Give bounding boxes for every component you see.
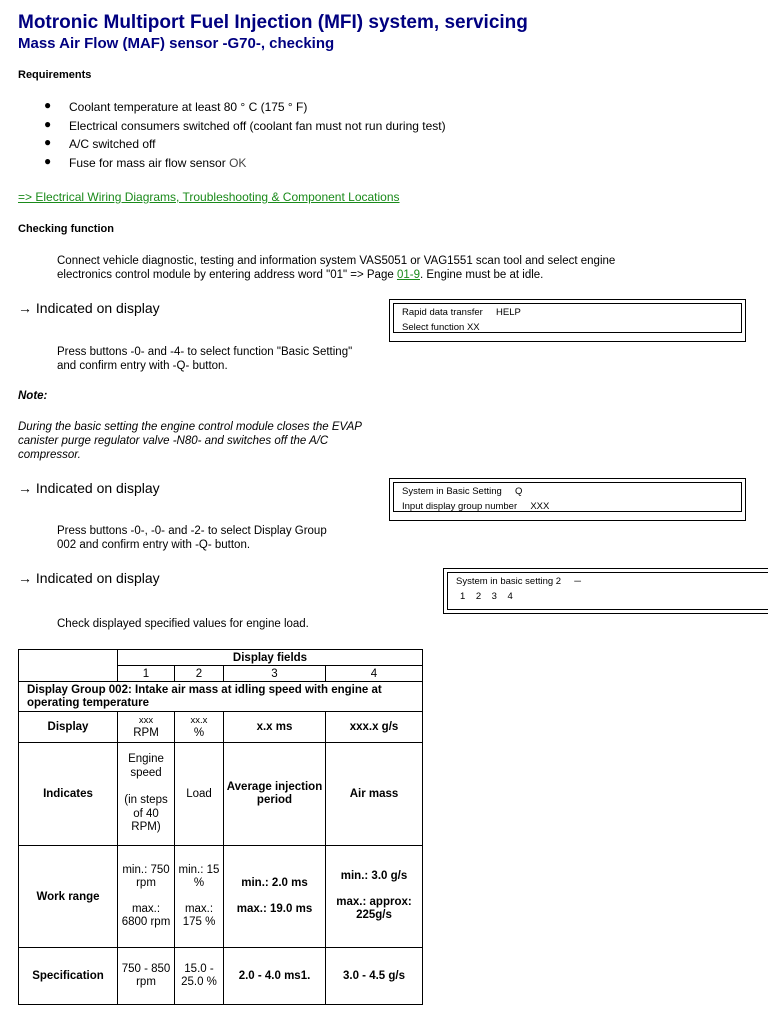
list-item <box>44 155 446 174</box>
list-item <box>44 118 446 137</box>
checking-line-1: Connect vehicle diagnostic, testing and information system VAS5051 or VAG1551 scan tool and select engine <box>57 255 616 267</box>
display-line: Rapid data transfer HELP <box>402 307 521 318</box>
work-range-cell-3 <box>224 846 326 948</box>
checking-line-2-text: electronics control module by entering address word "01" => Page <box>57 269 397 281</box>
work-range-max: max.: approx: 225g/s <box>336 895 412 922</box>
specification-cell-2: 15.0 - 25.0 % <box>175 948 224 1005</box>
checking-paragraph <box>57 254 757 282</box>
note-label: Note: <box>18 390 48 402</box>
display-line: System in basic setting 2 ─ <box>456 576 582 587</box>
requirements-list <box>44 99 446 173</box>
display-line: System in Basic Setting Q <box>402 486 523 497</box>
display-box-2 <box>389 478 746 521</box>
note-text: During the basic setting the engine control module closes the EVAP canister purge regulator valve -N80- and switches off the A/C compressor. <box>18 421 362 461</box>
page-01-9-link[interactable]: 01-9 <box>396 269 420 281</box>
display-fields-header: Display fields <box>118 650 423 666</box>
specification-cell-3: 2.0 - 4.0 ms1. <box>224 948 326 1005</box>
indicated-on-display-3: → Indicated on display <box>18 570 160 586</box>
display-cell-4: xxx.x g/s <box>326 712 423 743</box>
indicates-cell-1 <box>118 743 175 846</box>
display-screen-2 <box>393 482 742 512</box>
display-box-3 <box>443 568 768 614</box>
work-range-max: max.: 6800 rpm <box>121 902 171 928</box>
checking-function-heading: Checking function <box>18 223 114 235</box>
work-range-cell-1 <box>118 846 175 948</box>
work-range-min: min.: 3.0 g/s <box>340 870 408 883</box>
work-range-cell-4 <box>326 846 423 948</box>
display-line: 1 2 3 4 <box>460 591 513 602</box>
work-range-min: min.: 750 rpm <box>122 863 170 889</box>
indicated-on-display-2: → Indicated on display <box>18 480 160 496</box>
page-subtitle: Mass Air Flow (MAF) sensor -G70-, checking <box>18 35 335 52</box>
list-item <box>44 99 446 118</box>
work-range-max: max.: 175 % <box>182 902 216 928</box>
specification-cell-4: 3.0 - 4.5 g/s <box>326 948 423 1005</box>
display-cell-2 <box>175 712 224 743</box>
field-number: 1 <box>118 666 175 682</box>
checking-line-2-end: . Engine must be at idle. <box>419 269 544 281</box>
field-number: 2 <box>175 666 224 682</box>
checking-line-2 <box>57 268 757 282</box>
display-group-title: Display Group 002: Intake air mass at idling speed with engine at operating temperature <box>19 682 423 712</box>
display-unit: RPM <box>133 727 159 739</box>
table-row <box>19 650 423 666</box>
row-label-work-range: Work range <box>19 846 118 948</box>
table-row <box>19 682 423 712</box>
indicated-on-display-1: → Indicated on display <box>18 300 160 316</box>
display-cell-1 <box>118 712 175 743</box>
specification-cell-1: 750 - 850 rpm <box>118 948 175 1005</box>
display-screen-1 <box>393 303 742 333</box>
display-format: xx.x <box>190 714 208 726</box>
indicates-cell-4: Air mass <box>326 743 423 846</box>
indicates-text: Engine speed <box>128 753 164 779</box>
requirement-text: Electrical consumers switched off (coolant fan must not run during test) <box>69 118 446 133</box>
step2-instruction <box>57 524 377 552</box>
bullet-icon: ● <box>44 116 52 131</box>
display-format: xxx <box>138 714 154 726</box>
row-label-display: Display <box>19 712 118 743</box>
table-row <box>19 712 423 743</box>
ok-label: OK <box>229 155 247 170</box>
bullet-icon: ● <box>44 135 52 149</box>
display-line: Select function XX <box>402 322 480 333</box>
step1-instruction: Press buttons -0- and -4- to select function "Basic Setting" and confirm entry with -Q- button. <box>57 346 353 372</box>
work-range-max: max.: 19.0 ms <box>236 902 313 915</box>
requirement-text: Fuse for mass air flow sensor <box>69 155 226 170</box>
indicates-cell-3: Average injection period <box>224 743 326 846</box>
row-label-specification: Specification <box>19 948 118 1005</box>
display-box-1 <box>389 299 746 342</box>
work-range-min: min.: 15 % <box>178 863 220 889</box>
step3-instruction: Check displayed specified values for engine load. <box>57 618 309 630</box>
row-label-indicates: Indicates <box>19 743 118 846</box>
display-unit: % <box>193 727 205 739</box>
table-row <box>19 948 423 1005</box>
requirement-text: A/C switched off <box>69 137 156 151</box>
bullet-icon: ● <box>44 153 52 168</box>
display-line: Input display group number XXX <box>402 501 550 512</box>
display-cell-3: x.x ms <box>224 712 326 743</box>
table-cell-empty <box>19 650 118 682</box>
page-title: Motronic Multiport Fuel Injection (MFI) system, servicing <box>18 12 528 33</box>
indicates-cell-2: Load <box>175 743 224 846</box>
wiring-diagrams-link[interactable]: => Electrical Wiring Diagrams, Troubleshooting & Component Locations <box>18 190 400 204</box>
display-screen-3 <box>447 572 768 610</box>
step2-instruction-line-1: Press buttons -0-, -0- and -2- to select Display Group <box>57 525 327 537</box>
list-item <box>44 136 446 155</box>
display-group-table <box>18 649 423 1005</box>
bullet-icon: ● <box>44 98 52 112</box>
requirement-text: Coolant temperature at least 80 ° C (175 ° F) <box>69 100 308 114</box>
field-number: 4 <box>326 666 423 682</box>
indicates-text: (in steps of 40 RPM) <box>124 794 168 834</box>
work-range-cell-2 <box>175 846 224 948</box>
step2-instruction-line-2: 002 and confirm entry with -Q- button. <box>57 539 251 551</box>
work-range-min: min.: 2.0 ms <box>241 877 308 889</box>
table-row <box>19 846 423 948</box>
field-number: 3 <box>224 666 326 682</box>
requirements-heading: Requirements <box>18 69 92 81</box>
table-row <box>19 743 423 846</box>
